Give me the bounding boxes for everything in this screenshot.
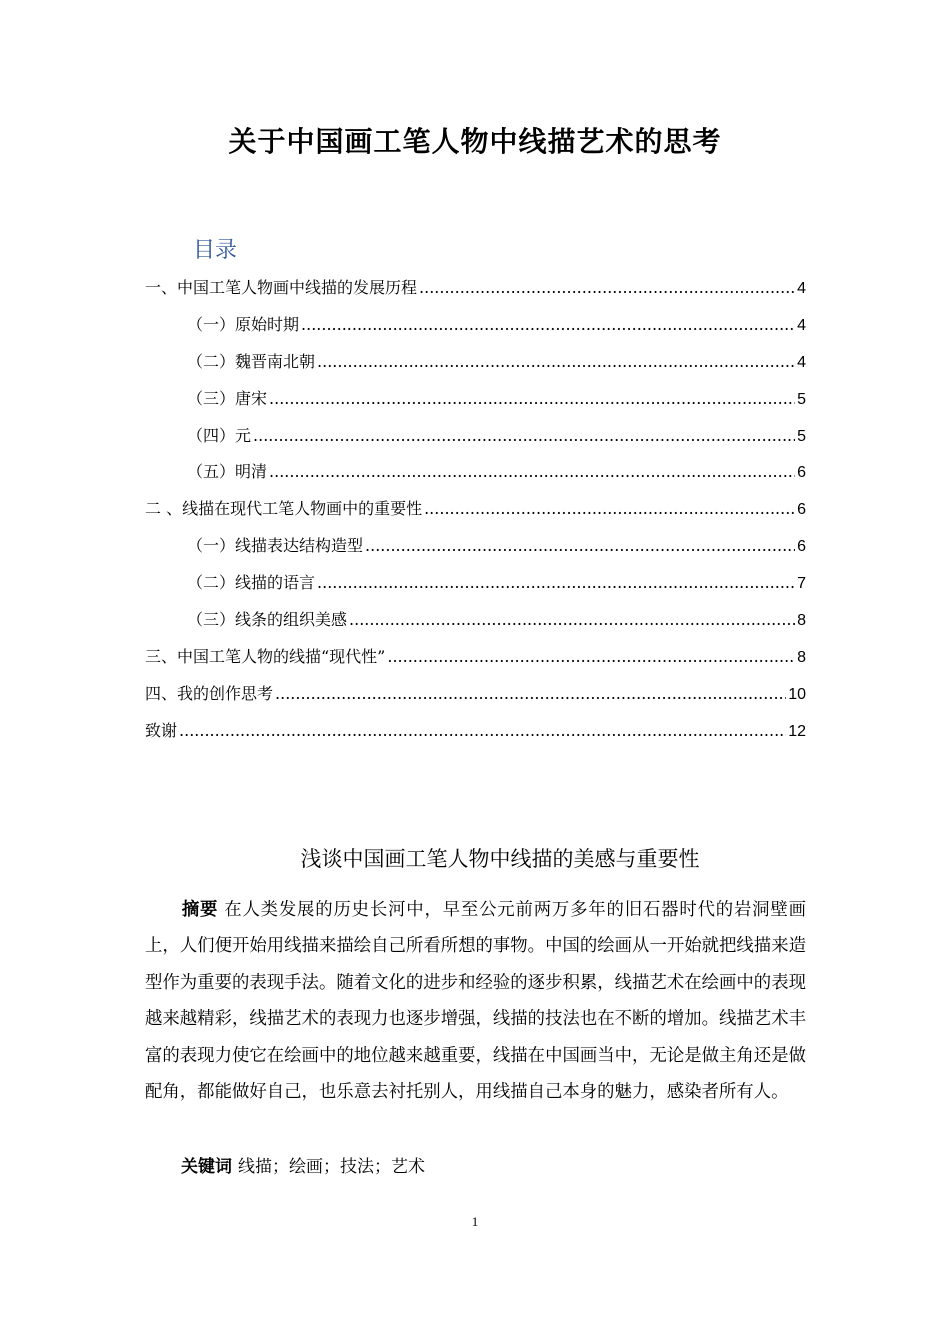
toc-dot-leader <box>317 573 795 592</box>
toc-entry-page: 4 <box>797 280 806 297</box>
toc-entry-label: （一）线描表达结构造型 <box>187 536 364 556</box>
toc-entry[interactable] <box>145 275 806 312</box>
toc-entry-label: 一、中国工笔人物画中线描的发展历程 <box>145 278 418 297</box>
toc-entry[interactable] <box>145 459 806 496</box>
toc-entry[interactable] <box>145 312 806 349</box>
toc-dot-leader <box>275 684 786 703</box>
toc-entry-page: 8 <box>797 648 806 666</box>
toc-entry[interactable] <box>145 644 806 681</box>
toc-entry-page: 6 <box>797 464 806 482</box>
toc-entry-label: （二）线描的语言 <box>187 573 316 593</box>
toc-entry-label: 二 、线描在现代工笔人物画中的重要性 <box>145 499 423 519</box>
abstract-paragraph <box>145 892 806 1110</box>
abstract-text: 在人类发展的历史长河中，早至公元前两万多年的旧石器时代的岩洞壁画上，人们便开始用线描来描绘自己所看所想的事物。中国的绘画从一开始就把线描来造型作为重要的表现手法。随着文化的进步和经验的逐步积累，线描艺术在绘画中的表现越来越精彩，线描艺术的表现力也逐步增强，线描的技法也在不断的增加。线描艺术丰富的表现力使它在绘画中的地位越来越重要，线描在中国画当中，无论是做主角还是做配角，都能做好自己，也乐意去衬托别人，用线描自己本身的魅力，感染者所有人。 <box>145 900 806 1103</box>
document-title: 关于中国画工笔人物中线描艺术的思考 <box>228 125 722 158</box>
page-number: 1 <box>471 1214 479 1229</box>
toc-dot-leader <box>317 352 795 371</box>
toc-entry-page: 6 <box>797 501 806 519</box>
toc-dot-leader <box>179 721 786 740</box>
toc-entry[interactable] <box>145 349 806 386</box>
toc-entry-page: 4 <box>797 316 806 334</box>
toc-entry-label: （三）唐宋 <box>187 388 268 408</box>
toc-entry-label: 致谢 <box>145 720 178 740</box>
toc-heading: 目录 <box>193 238 238 263</box>
toc-entry-label: （五）明清 <box>187 462 268 482</box>
toc-entry-label: 四、我的创作思考 <box>145 683 274 703</box>
toc-entry-label: （三）线条的组织美感 <box>187 610 348 630</box>
toc-entry-page: 8 <box>797 612 806 630</box>
toc-entry-page: 4 <box>797 353 806 371</box>
toc-dot-leader <box>269 389 795 408</box>
toc-entry[interactable] <box>145 386 806 423</box>
toc-entry[interactable] <box>145 496 806 533</box>
toc-entry[interactable] <box>145 607 806 644</box>
toc-entry[interactable] <box>145 681 806 718</box>
toc-entry-page: 7 <box>797 575 806 593</box>
toc-entry-page: 5 <box>797 390 806 408</box>
toc-dot-leader <box>419 278 795 297</box>
toc-dot-leader <box>365 536 795 555</box>
toc-entry-label: 三、中国工笔人物的线描“现代性” <box>145 646 386 666</box>
keywords-label: 关键词 <box>181 1157 232 1177</box>
abstract-label: 摘要 <box>181 900 219 920</box>
toc-entry-label: （一）原始时期 <box>187 314 300 334</box>
toc-entry-page: 5 <box>797 427 806 445</box>
keywords-line <box>181 1152 425 1177</box>
toc-dot-leader <box>387 647 795 666</box>
toc-entry-label: （二）魏晋南北朝 <box>187 351 316 371</box>
toc-entry-page: 12 <box>788 722 806 740</box>
toc-entry[interactable] <box>145 718 806 755</box>
toc-entry[interactable] <box>145 570 806 607</box>
toc-entry-label: （四）元 <box>187 425 252 445</box>
toc-dot-leader <box>301 315 795 334</box>
toc-entry-page: 6 <box>797 538 806 556</box>
toc-entry[interactable] <box>145 423 806 460</box>
toc-dot-leader <box>349 610 795 629</box>
keywords-text: 线描；绘画；技法；艺术 <box>238 1157 425 1177</box>
toc-dot-leader <box>269 462 795 481</box>
section-title: 浅谈中国画工笔人物中线描的美感与重要性 <box>300 847 700 871</box>
toc-entry[interactable] <box>145 533 806 570</box>
table-of-contents <box>145 275 806 755</box>
toc-dot-leader <box>424 499 795 518</box>
toc-entry-page: 10 <box>788 685 806 703</box>
toc-dot-leader <box>253 426 795 445</box>
